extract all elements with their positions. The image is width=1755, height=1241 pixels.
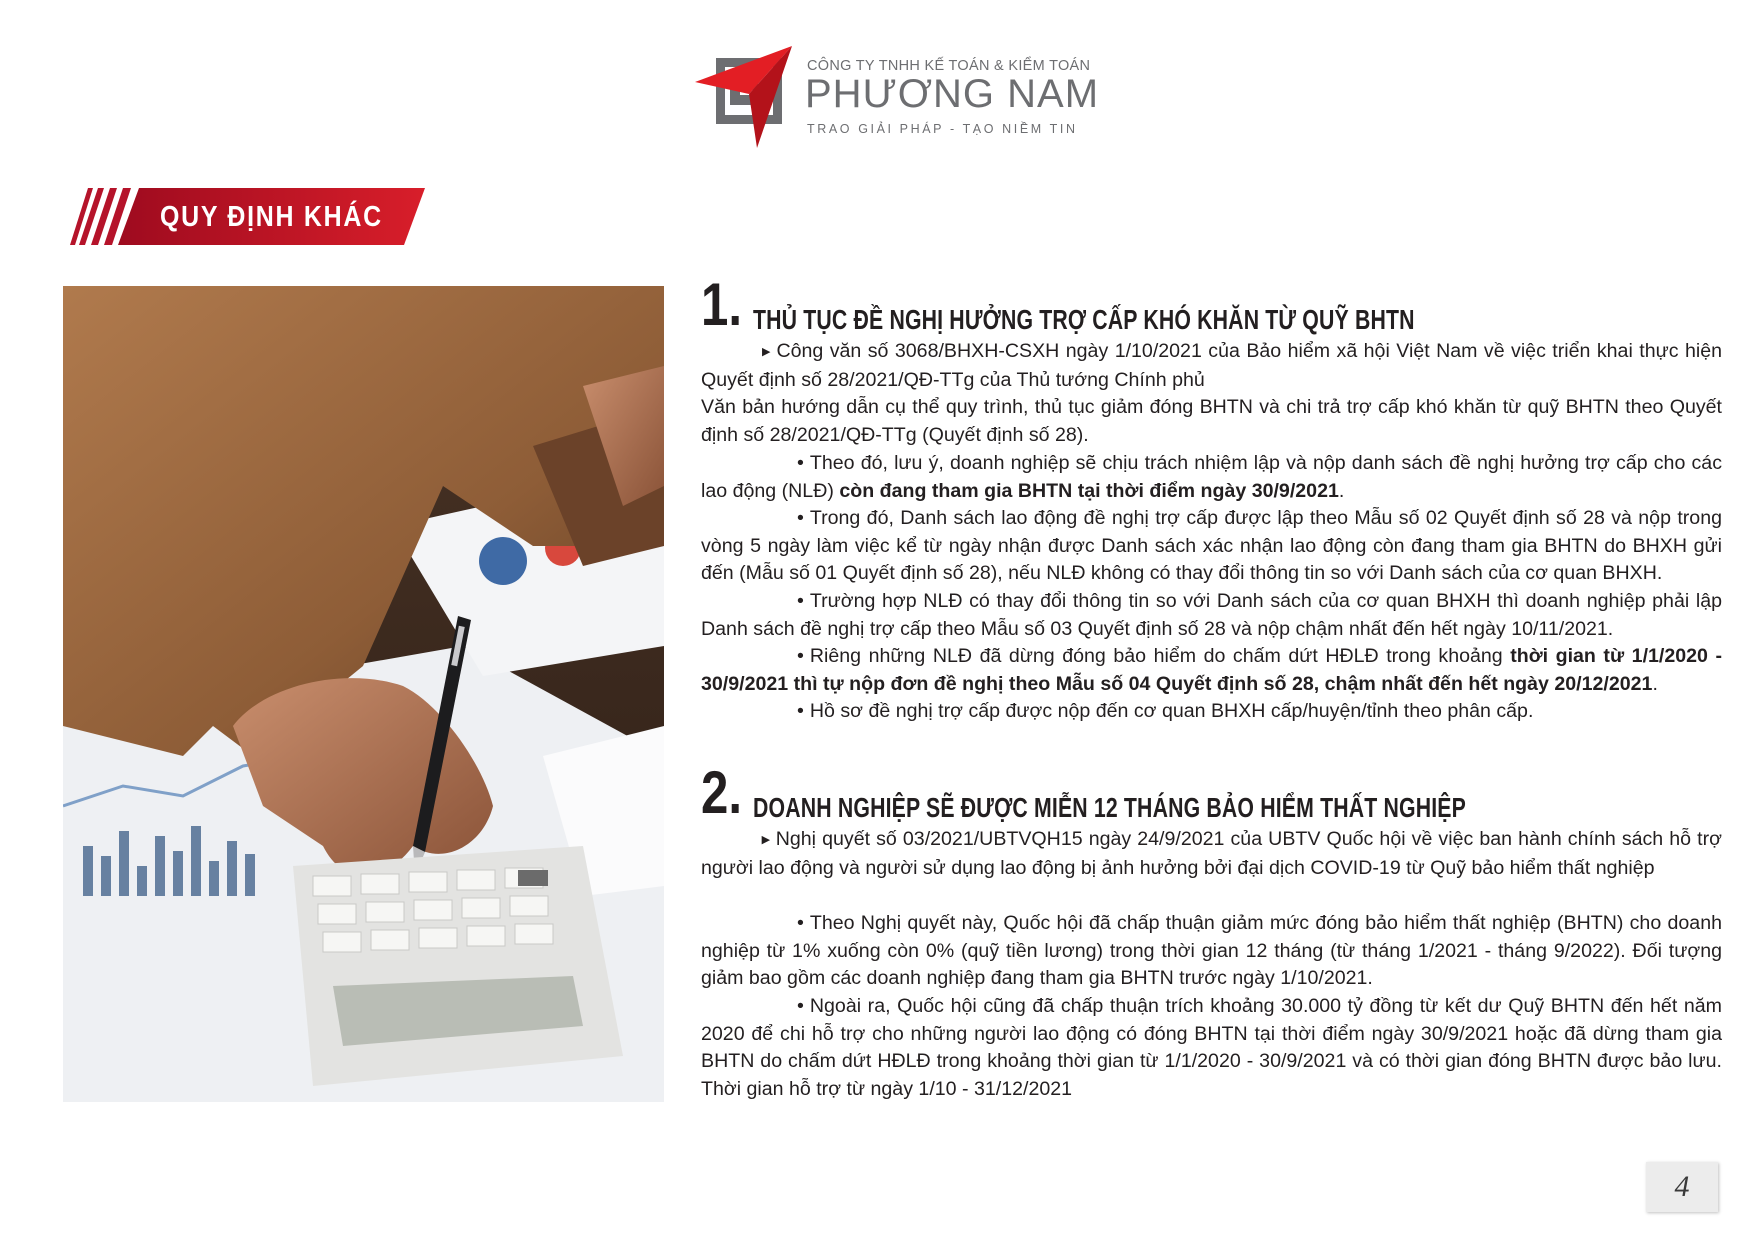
- logo-brand-name: PHƯƠNG NAM: [805, 72, 1100, 116]
- bullet-icon: •: [797, 912, 804, 934]
- section-2-number: 2.: [701, 759, 743, 826]
- section-1-bullet-1: • Theo đó, lưu ý, doanh nghiệp sẽ chịu trách nhiệm lập và nộp danh sách đề nghị hưởng trợ cấp cho các lao động (NLĐ) còn đang tham gia BHTN tại thời điểm ngày 30/9/2021.: [701, 452, 1722, 502]
- bullet-icon: •: [797, 700, 804, 722]
- section-1-number: 1.: [701, 271, 743, 338]
- section-2-bullet-2: • Ngoài ra, Quốc hội cũng đã chấp thuận trích khoảng 30.000 tỷ đồng từ kết dư Quỹ BHTN đến hết năm 2020 để chi hỗ trợ cho những người lao động có đóng BHTN tại thời điểm ngày 30/9/2021 hoặc đã dừng tham gia BHTN do chấm dứt HĐLĐ trong khoảng thời gian từ 1/1/2020 - 30/9/2021 và có thời gian đóng BHTN được bảo lưu. Thời gian hỗ trợ từ ngày 1/10 - 31/12/2021: [701, 995, 1722, 1101]
- section-2-bullet-1: • Theo Nghị quyết này, Quốc hội đã chấp thuận giảm mức đóng bảo hiểm thất nghiệp (BHTN) cho doanh nghiệp từ 1% xuống còn 0% (quỹ tiền lương) trong thời gian 12 tháng (từ tháng 1/2021 - tháng 9/2022). Đối tượng giảm bao gồm các doanh nghiệp đang tham gia BHTN trước ngày 1/10/2021.: [701, 912, 1722, 990]
- section-1-intro: ▶ Công văn số 3068/BHXH-CSXH ngày 1/10/2021 của Bảo hiểm xã hội Việt Nam về việc triển khai thực hiện Quyết định số 28/2021/QĐ-TTg của Thủ tướng Chính phủ: [701, 340, 1722, 391]
- page-number: 4: [1674, 1170, 1690, 1203]
- section-2-title: DOANH NGHIỆP SẼ ĐƯỢC MIỄN 12 THÁNG BẢO HIỂM THẤT NGHIỆP: [753, 792, 1466, 823]
- section-2-intro: ▶ Nghị quyết số 03/2021/UBTVQH15 ngày 24/9/2021 của UBTV Quốc hội về việc ban hành chính sách hỗ trợ người lao động và người sử dụng lao động bị ảnh hưởng bởi đại dịch COVID-19 từ Quỹ bảo hiểm thất nghiệp: [701, 828, 1722, 879]
- section-banner: [70, 188, 425, 245]
- section-1-heading: [701, 270, 1415, 340]
- section-1-bullet-2: • Trong đó, Danh sách lao động đề nghị trợ cấp được lập theo Mẫu số 02 Quyết định số 28 và nộp trong vòng 5 ngày làm việc kể từ ngày nhận được Danh sách xác nhận lao động còn đang tham gia BHTN do BHXH gửi đến (Mẫu số 01 Quyết định số 28), nếu NLĐ không có thay đổi thông tin so với Danh sách của cơ quan BHXH.: [701, 507, 1722, 585]
- section-2-heading: [701, 758, 1466, 828]
- logo-company-text: CÔNG TY TNHH KẾ TOÁN & KIỂM TOÁN: [807, 58, 1091, 74]
- section-1-bullet-4: • Riêng những NLĐ đã dừng đóng bảo hiểm do chấm dứt HĐLĐ trong khoảng thời gian từ 1/1/2020 - 30/9/2021 thì tự nộp đơn đề nghị theo Mẫu số 04 Quyết định số 28, chậm nhất đến hết ngày 20/12/2021.: [701, 645, 1722, 695]
- logo-slogan: TRAO GIẢI PHÁP - TẠO NIỀM TIN: [807, 122, 1078, 136]
- bullet-icon: •: [797, 995, 804, 1017]
- section-1-bullet-5: • Hồ sơ đề nghị trợ cấp được nộp đến cơ quan BHXH cấp/huyện/tỉnh theo phân cấp.: [797, 700, 1534, 722]
- company-logo: [695, 44, 1100, 154]
- section-1-title: THỦ TỤC ĐỀ NGHỊ HƯỞNG TRỢ CẤP KHÓ KHĂN TỪ QUỸ BHTN: [753, 304, 1415, 335]
- section-1-bullet-3: • Trường hợp NLĐ có thay đổi thông tin so với Danh sách của cơ quan BHXH thì doanh nghiệp phải lập Danh sách đề nghị trợ cấp theo Mẫu số 03 Quyết định số 28 và nộp chậm nhất đến hết ngày 10/11/2021.: [701, 590, 1722, 640]
- triangle-bullet-icon: ▶: [761, 346, 772, 358]
- bullet-icon: •: [797, 645, 804, 667]
- page-number-box: [1646, 1162, 1718, 1212]
- bullet-icon: •: [797, 452, 804, 474]
- logo-mark-icon: [695, 44, 801, 150]
- calculator-photo-icon: [63, 286, 664, 1102]
- section-1-intro-2: Văn bản hướng dẫn cụ thể quy trình, thủ tục giảm đóng BHTN và chi trả trợ cấp khó khăn từ quỹ BHTN theo Quyết định số 28/2021/QĐ-TTg (Quyết định số 28).: [701, 396, 1722, 446]
- calculator-photo: [63, 286, 664, 1102]
- bullet-icon: •: [797, 507, 804, 529]
- bullet-icon: •: [797, 590, 804, 612]
- triangle-bullet-icon: ▶: [761, 834, 771, 846]
- section-banner-title: QUY ĐỊNH KHÁC: [160, 201, 383, 233]
